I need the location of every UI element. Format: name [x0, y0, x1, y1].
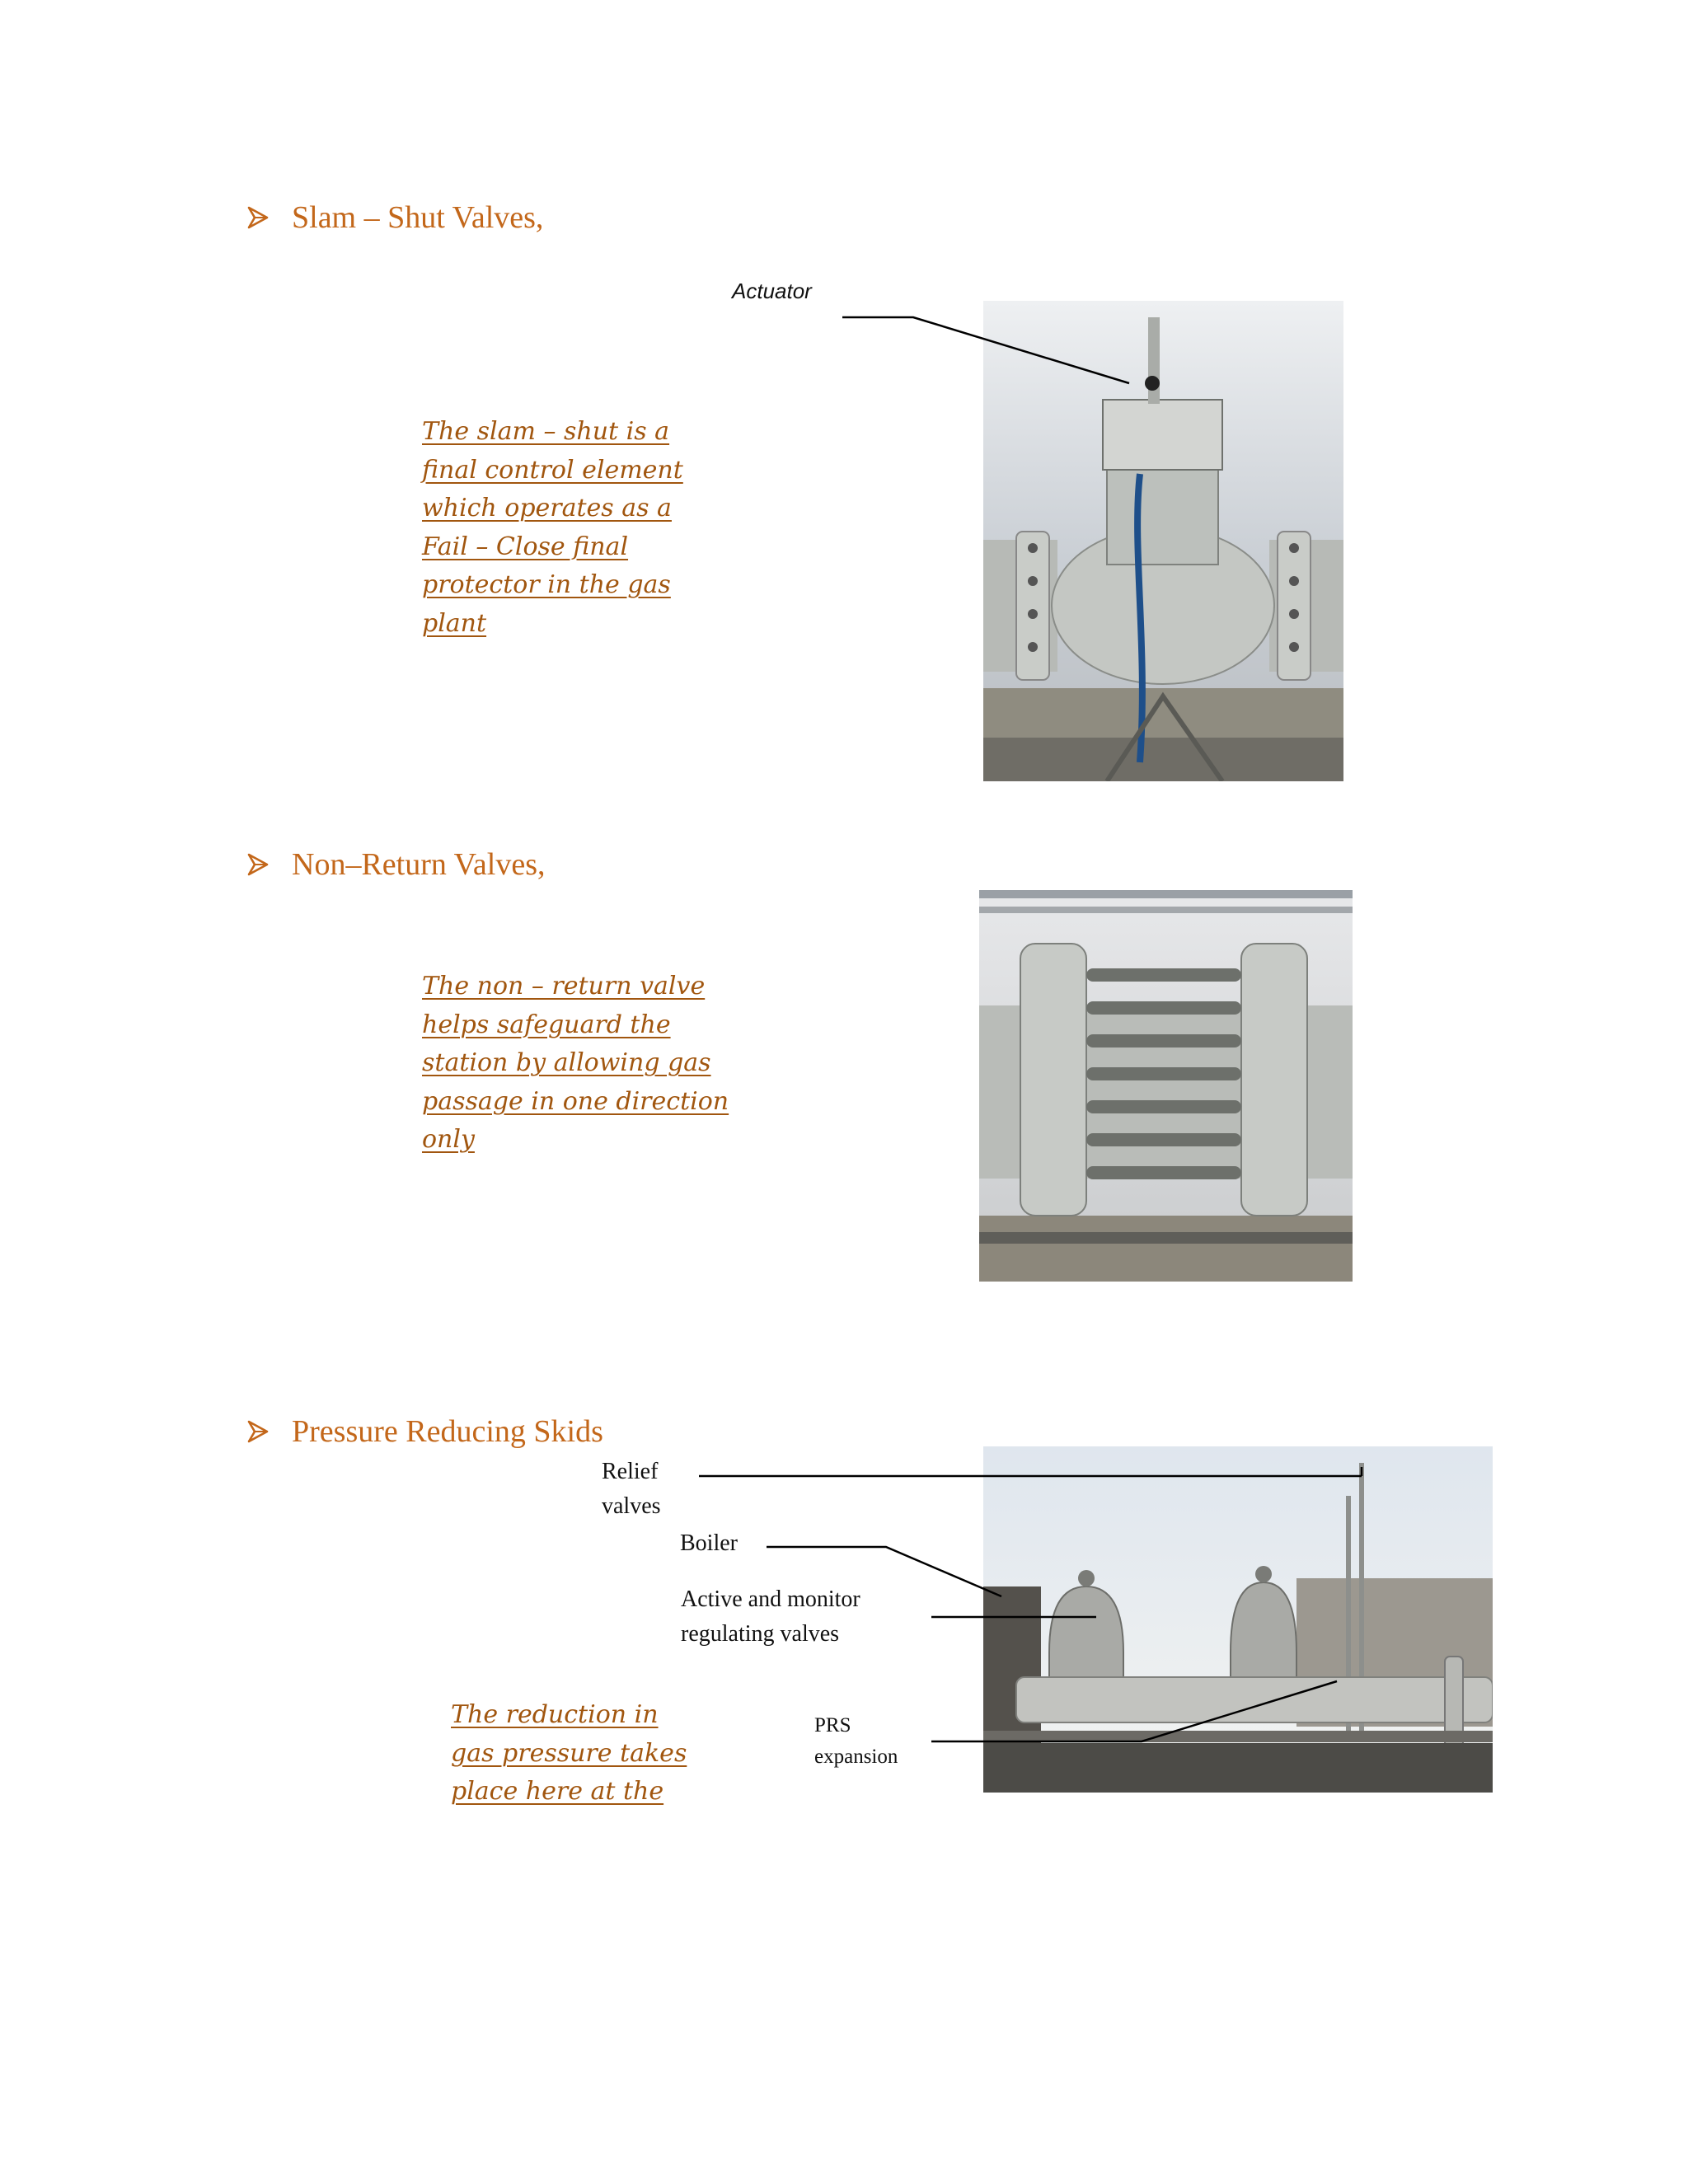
caption-line: The reduction in [451, 1700, 659, 1729]
caption-line: The slam – shut is a [422, 417, 670, 446]
caption-line: plant [422, 608, 487, 638]
callout-line: Relief [602, 1459, 659, 1484]
callout-line: Active and monitor [681, 1586, 860, 1612]
caption-non-return [422, 968, 729, 1160]
callout-line: regulating valves [681, 1621, 840, 1647]
callout-relief-valves [602, 1455, 661, 1524]
caption-pressure-reducing [451, 1696, 687, 1811]
section-heading-slam-shut [247, 202, 543, 233]
section-title: Pressure Reducing Skids [292, 1414, 603, 1449]
caption-line: passage in one direction [422, 1086, 729, 1116]
caption-line: helps safeguard the [422, 1010, 671, 1039]
section-heading-pressure-reducing [247, 1416, 603, 1447]
arrowhead-bullet-icon [247, 206, 269, 229]
caption-slam-shut [422, 413, 683, 643]
caption-line: only [422, 1125, 475, 1154]
callout-prs-expansion [814, 1710, 898, 1773]
caption-line: final control element [422, 455, 683, 485]
caption-line: station by allowing gas [422, 1048, 711, 1077]
callout-boiler: Boiler [680, 1530, 738, 1556]
caption-line: place here at the [451, 1777, 664, 1806]
callout-actuator: Actuator [732, 279, 812, 303]
section-title: Slam – Shut Valves, [292, 200, 544, 235]
non-return-valve-photo [979, 890, 1353, 1282]
caption-line: Fail – Close final [422, 532, 629, 561]
caption-line: protector in the gas [422, 570, 671, 599]
callout-line: expansion [814, 1746, 898, 1768]
section-title: Non–Return Valves, [292, 847, 546, 882]
pressure-reducing-skid-photo [983, 1446, 1493, 1793]
caption-line: which operates as a [422, 494, 672, 523]
caption-line: gas pressure takes [451, 1738, 687, 1768]
caption-line: The non – return valve [422, 972, 706, 1001]
slam-shut-valve-photo [983, 301, 1343, 781]
section-heading-non-return [247, 849, 546, 880]
callout-line: valves [602, 1493, 661, 1519]
callout-active-monitor [681, 1582, 860, 1652]
callout-line: PRS [814, 1714, 851, 1736]
arrowhead-bullet-icon [247, 1420, 269, 1443]
arrowhead-bullet-icon [247, 853, 269, 876]
